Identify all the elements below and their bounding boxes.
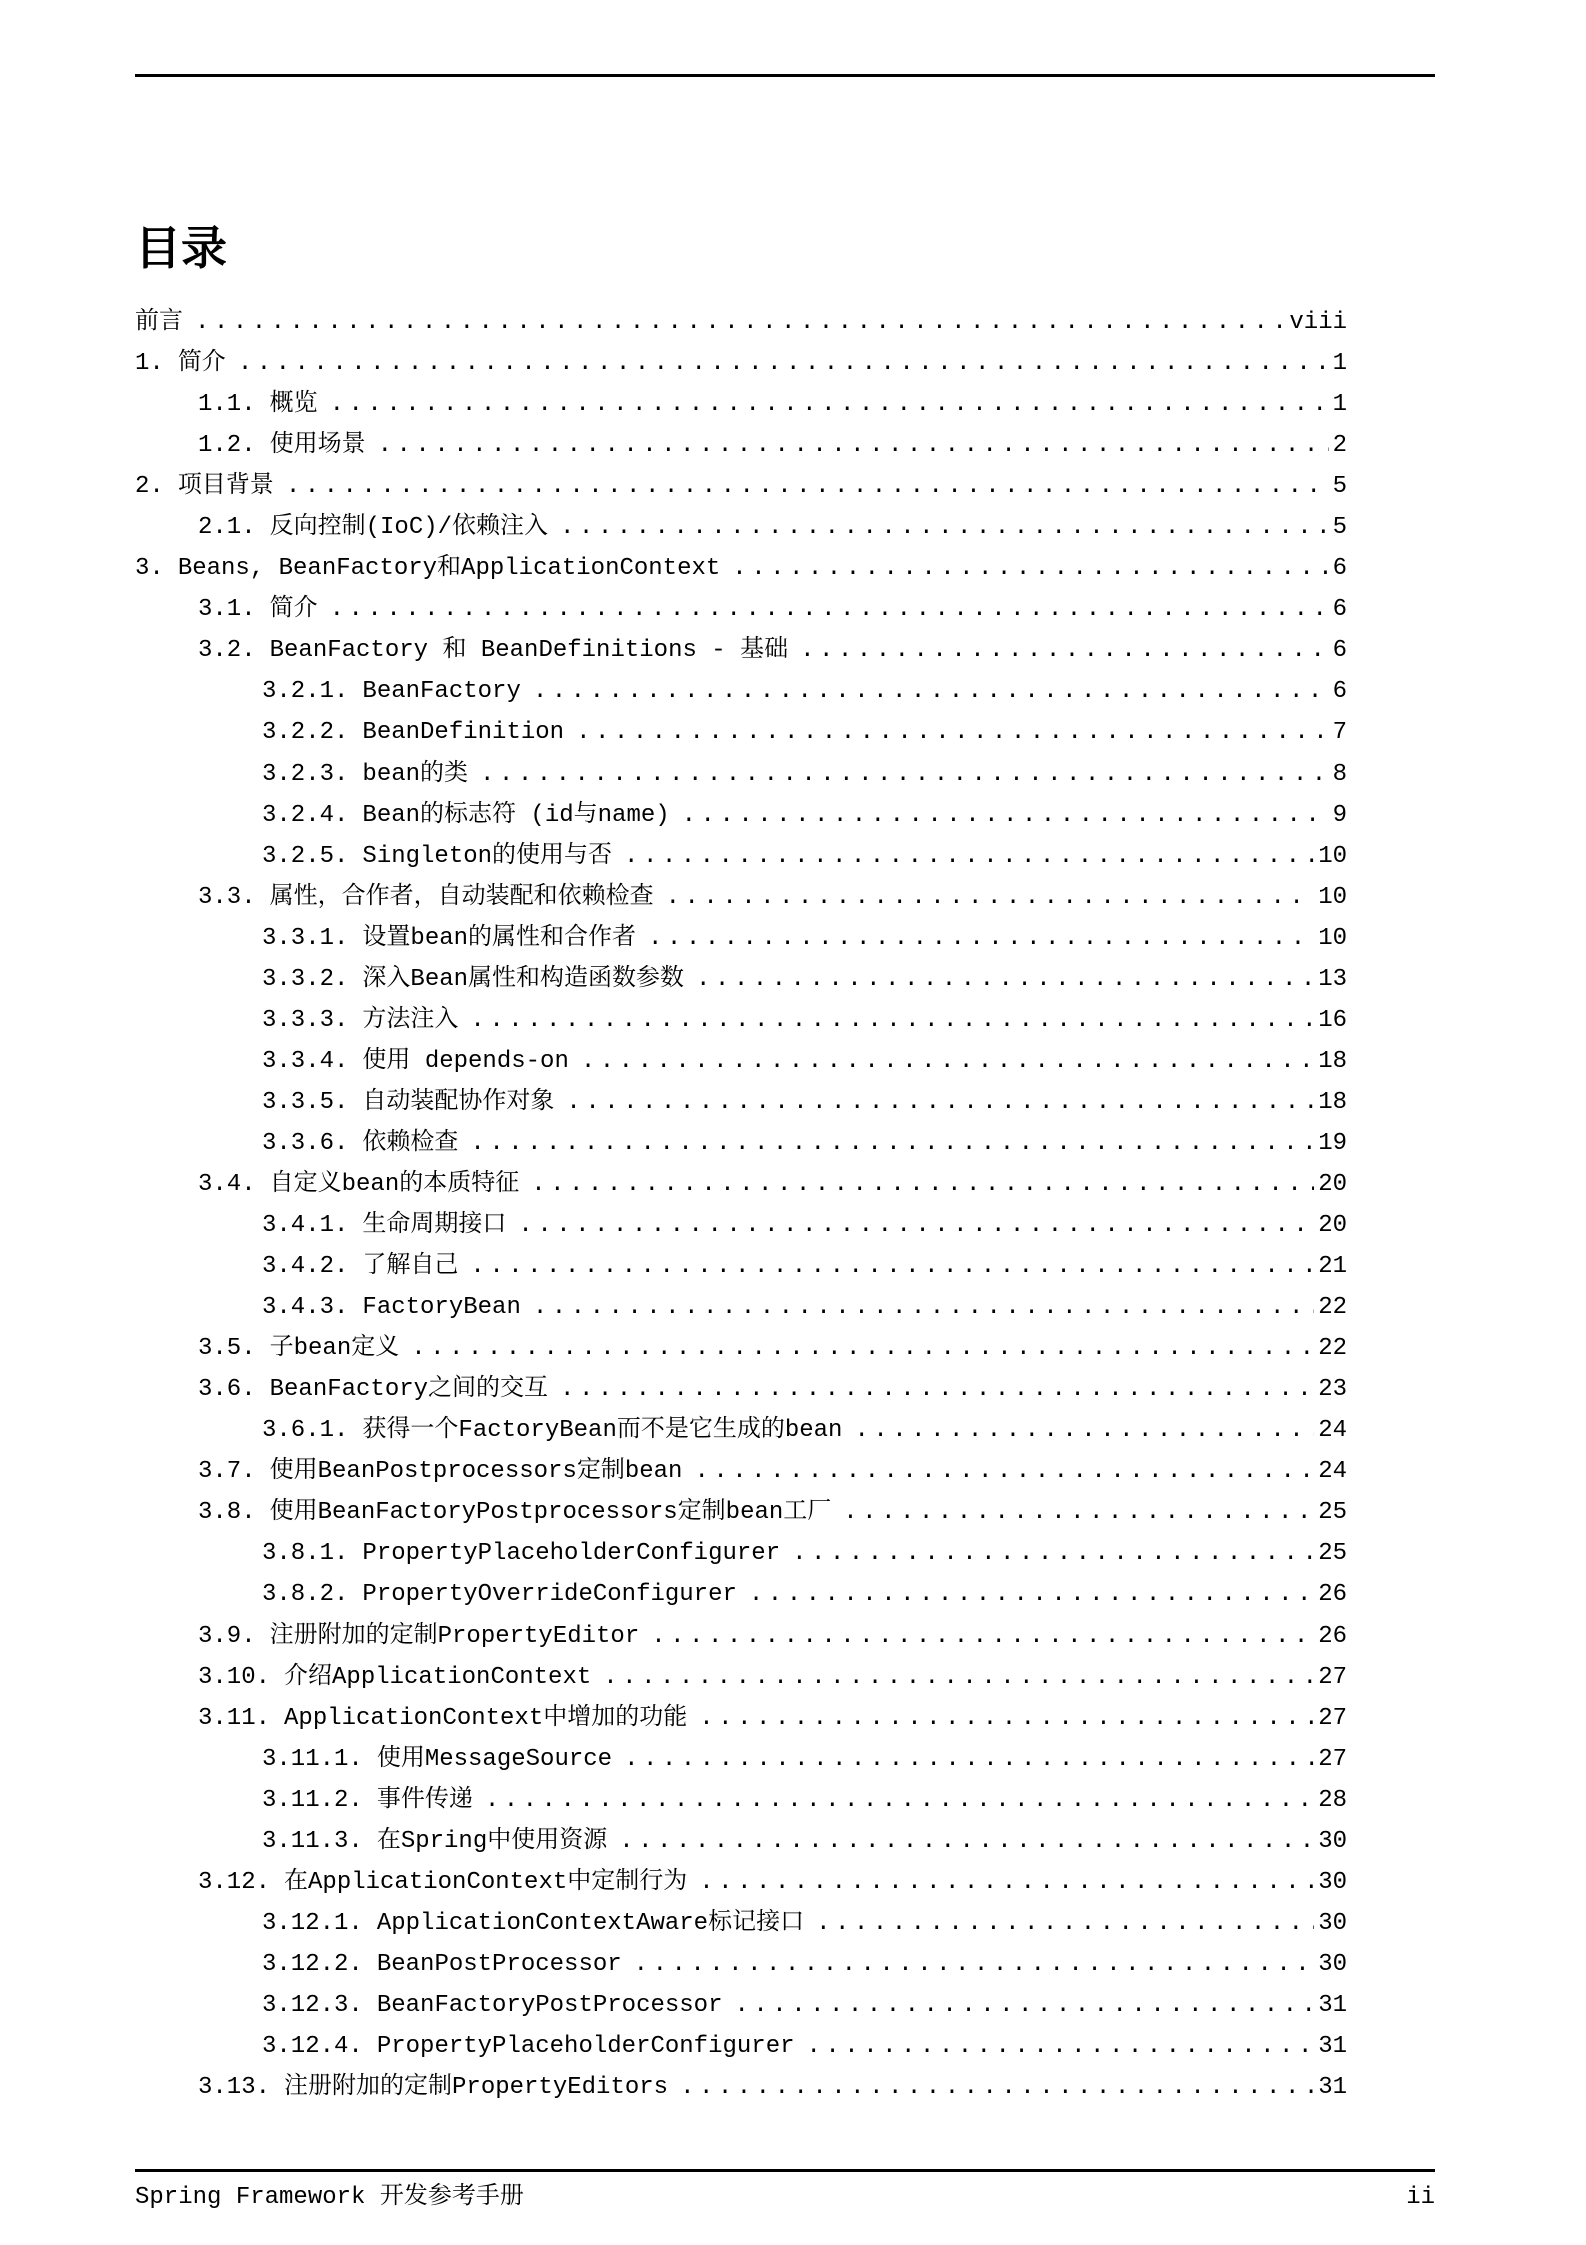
toc-dot-leader: [603, 1657, 1314, 1698]
toc-entry-title: PropertyOverrideConfigurer: [362, 1581, 737, 1609]
toc-entry-link[interactable]: [262, 1246, 1347, 1287]
toc-entry[interactable]: [135, 754, 1347, 795]
toc-dot-leader: [694, 1451, 1314, 1492]
toc-entry-page: 19: [1318, 1129, 1347, 1157]
toc-entry-title: 获得一个FactoryBean而不是它生成的bean: [362, 1417, 843, 1445]
toc-entry-page: 10: [1318, 842, 1347, 870]
toc-entry-link[interactable]: [262, 1985, 1347, 2026]
toc-entry-title: 自动装配协作对象: [362, 1088, 555, 1116]
toc-entry-title: 依赖检查: [362, 1129, 459, 1157]
toc-dot-leader: [581, 1041, 1314, 1082]
toc-entry[interactable]: [135, 1492, 1347, 1533]
toc-entry-page: 28: [1318, 1786, 1347, 1814]
toc-entry-page: 31: [1318, 2032, 1347, 2060]
toc-entry-page: 23: [1318, 1376, 1347, 1404]
toc-entry-page: 20: [1318, 1212, 1347, 1240]
table-of-contents: [135, 302, 1347, 2108]
toc-entry-link[interactable]: [198, 1328, 1347, 1369]
toc-entry-title: 在Spring中使用资源: [376, 1827, 608, 1855]
toc-entry-number: 3.3.: [198, 883, 256, 911]
toc-entry-link[interactable]: [262, 836, 1347, 877]
toc-entry-link[interactable]: [198, 1492, 1347, 1533]
toc-entry-page: 27: [1318, 1704, 1347, 1732]
toc-entry-title: BeanFactory: [362, 678, 521, 706]
toc-entry-number: 3.4.2.: [262, 1253, 349, 1281]
toc-entry[interactable]: [135, 1041, 1347, 1082]
toc-dot-leader: [624, 836, 1314, 877]
toc-dot-leader: [682, 795, 1329, 836]
toc-entry-title: FactoryBean: [362, 1294, 521, 1322]
toc-entry[interactable]: [135, 836, 1347, 877]
toc-entry-page: 22: [1318, 1294, 1347, 1322]
toc-dot-leader: [330, 384, 1329, 425]
toc-entry[interactable]: [135, 466, 1347, 507]
toc-entry-page: 24: [1318, 1458, 1347, 1486]
toc-dot-leader: [699, 1698, 1314, 1739]
toc-entry-link[interactable]: [262, 1041, 1347, 1082]
toc-dot-leader: [378, 425, 1329, 466]
toc-entry-link[interactable]: [262, 1533, 1347, 1574]
toc-entry-title: 前言: [135, 309, 183, 336]
toc-entry-page: 6: [1332, 678, 1347, 706]
toc-entry-link[interactable]: [262, 1287, 1347, 1328]
toc-entry-page: 7: [1332, 719, 1347, 747]
toc-entry-page: 16: [1318, 1006, 1347, 1034]
toc-entry-page: 30: [1318, 1868, 1347, 1896]
toc-entry-number: 1.: [135, 350, 164, 378]
toc-entry-title: 简介: [269, 596, 318, 624]
toc-entry-link[interactable]: [262, 712, 1347, 753]
toc-entry-page: 27: [1318, 1663, 1347, 1691]
toc-entry[interactable]: [135, 589, 1347, 630]
toc-entry-link[interactable]: [135, 343, 1347, 384]
toc-dot-leader: [816, 1903, 1314, 1944]
toc-entry[interactable]: [135, 712, 1347, 753]
toc-entry[interactable]: [135, 1657, 1347, 1698]
toc-entry-page: 13: [1318, 965, 1347, 993]
toc-entry-page: 30: [1318, 1827, 1347, 1855]
toc-entry-page: 8: [1332, 760, 1347, 788]
toc-entry-link[interactable]: [262, 1780, 1347, 1821]
toc-entry-title: ApplicationContextAware标记接口: [376, 1909, 805, 1937]
toc-dot-leader: [634, 1944, 1315, 1985]
toc-entry-title: BeanDefinition: [362, 719, 565, 747]
toc-dot-leader: [854, 1410, 1314, 1451]
toc-dot-leader: [651, 1616, 1314, 1657]
toc-entry-title: 介绍ApplicationContext: [284, 1663, 592, 1691]
toc-entry-title: BeanFactory之间的交互: [269, 1376, 549, 1404]
toc-dot-leader: [531, 1164, 1314, 1205]
toc-entry-number: 3.2.: [198, 637, 256, 665]
toc-entry-title: 简介: [177, 350, 226, 378]
toc-entry-number: 3.4.3.: [262, 1294, 349, 1322]
toc-dot-leader: [533, 1287, 1314, 1328]
toc-dot-leader: [470, 1000, 1314, 1041]
toc-dot-leader: [624, 1739, 1314, 1780]
toc-entry-page: 26: [1318, 1581, 1347, 1609]
toc-entry[interactable]: [135, 1616, 1347, 1657]
toc-dot-leader: [560, 1369, 1314, 1410]
toc-entry-page: 5: [1332, 514, 1347, 542]
toc-entry[interactable]: [135, 1944, 1347, 1985]
toc-entry[interactable]: [135, 1780, 1347, 1821]
toc-entry-link[interactable]: [198, 630, 1347, 671]
toc-entry-number: 3.12.1.: [262, 1909, 363, 1937]
toc-entry[interactable]: [135, 2067, 1347, 2108]
toc-entry-page: 18: [1318, 1088, 1347, 1116]
toc-entry-number: 3.12.3.: [262, 1991, 363, 2019]
toc-dot-leader: [560, 507, 1329, 548]
toc-entry-number: 3.3.3.: [262, 1006, 349, 1034]
toc-entry-link[interactable]: [198, 1616, 1347, 1657]
toc-entry-number: 3.9.: [198, 1622, 256, 1650]
toc-dot-leader: [807, 2026, 1315, 2067]
toc-entry-number: 3.8.1.: [262, 1540, 349, 1568]
toc-entry-number: 3.3.4.: [262, 1047, 349, 1075]
toc-entry[interactable]: [135, 1574, 1347, 1615]
toc-entry-number: 3.2.2.: [262, 719, 349, 747]
footer-page-number: ii: [1406, 2184, 1435, 2211]
toc-entry[interactable]: [135, 1821, 1347, 1862]
toc-dot-leader: [330, 589, 1329, 630]
toc-entry-link[interactable]: [198, 1862, 1347, 1903]
toc-entry-page: 9: [1332, 801, 1347, 829]
toc-entry-title: Beans, BeanFactory和ApplicationContext: [177, 555, 721, 583]
toc-entry[interactable]: [135, 630, 1347, 671]
toc-entry-title: 概览: [269, 391, 318, 419]
toc-entry[interactable]: [135, 1533, 1347, 1574]
toc-entry-number: 3.11.2.: [262, 1786, 363, 1814]
toc-entry-link[interactable]: [262, 1944, 1347, 1985]
toc-entry-link[interactable]: [262, 1821, 1347, 1862]
toc-entry-page: 25: [1318, 1499, 1347, 1527]
toc-entry[interactable]: [135, 1451, 1347, 1492]
toc-entry-number: 3.8.: [198, 1499, 256, 1527]
toc-entry[interactable]: [135, 795, 1347, 836]
toc-entry-link[interactable]: [262, 1000, 1347, 1041]
toc-entry-link[interactable]: [198, 877, 1347, 918]
toc-entry-number: 3.11.1.: [262, 1745, 363, 1773]
toc-entry-number: 3.4.1.: [262, 1212, 349, 1240]
toc-entry[interactable]: [135, 671, 1347, 712]
toc-entry-page: 22: [1318, 1335, 1347, 1363]
toc-dot-leader: [666, 877, 1315, 918]
toc-entry-title: 使用 depends-on: [362, 1047, 569, 1075]
toc-entry[interactable]: [135, 2026, 1347, 2067]
toc-entry[interactable]: [135, 1000, 1347, 1041]
toc-entry-link[interactable]: [262, 1574, 1347, 1615]
toc-entry-title: 生命周期接口: [362, 1212, 507, 1240]
toc-dot-leader: [238, 343, 1329, 384]
page-title: 目录: [135, 221, 227, 275]
toc-entry[interactable]: [135, 1082, 1347, 1123]
toc-dot-leader: [843, 1492, 1314, 1533]
toc-entry-title: BeanFactory 和 BeanDefinitions - 基础: [269, 637, 789, 665]
toc-entry-title: 注册附加的定制PropertyEditors: [284, 2074, 669, 2102]
toc-entry-title: 在ApplicationContext中定制行为: [284, 1868, 688, 1896]
toc-dot-leader: [566, 1082, 1314, 1123]
toc-entry-title: 使用场景: [269, 432, 366, 460]
toc-entry-link[interactable]: [198, 1164, 1347, 1205]
toc-entry-number: 3.2.5.: [262, 842, 349, 870]
footer-rule: [135, 2169, 1435, 2172]
toc-entry-link[interactable]: [198, 1451, 1347, 1492]
toc-entry-page: 5: [1332, 473, 1347, 501]
toc-entry-page: 25: [1318, 1540, 1347, 1568]
toc-dot-leader: [518, 1205, 1314, 1246]
toc-entry[interactable]: [135, 384, 1347, 425]
toc-dot-leader: [800, 630, 1329, 671]
header-rule: [135, 74, 1435, 77]
toc-entry-title: BeanFactoryPostProcessor: [376, 1991, 723, 2019]
toc-dot-leader: [648, 918, 1314, 959]
toc-entry-number: 3.6.: [198, 1376, 256, 1404]
toc-entry-title: 属性，合作者，自动装配和依赖检查: [269, 883, 654, 911]
toc-entry-number: 3.2.4.: [262, 801, 349, 829]
toc-entry-link[interactable]: [262, 2026, 1347, 2067]
toc-entry-link[interactable]: [262, 918, 1347, 959]
toc-entry-title: 自定义bean的本质特征: [269, 1170, 520, 1198]
toc-entry-number: 3.3.5.: [262, 1088, 349, 1116]
toc-entry-link[interactable]: [198, 507, 1347, 548]
toc-entry-number: 3.3.2.: [262, 965, 349, 993]
toc-dot-leader: [411, 1328, 1314, 1369]
toc-entry-number: 1.1.: [198, 391, 256, 419]
toc-entry[interactable]: [135, 959, 1347, 1000]
toc-entry-link[interactable]: [135, 466, 1347, 507]
toc-entry-number: 1.2.: [198, 432, 256, 460]
toc-entry[interactable]: [135, 877, 1347, 918]
toc-entry-title: 使用BeanFactoryPostprocessors定制bean工厂: [269, 1499, 832, 1527]
toc-dot-leader: [470, 1123, 1314, 1164]
toc-entry[interactable]: [135, 425, 1347, 466]
toc-entry[interactable]: [135, 1123, 1347, 1164]
toc-entry-page: 27: [1318, 1745, 1347, 1773]
toc-entry[interactable]: [135, 1410, 1347, 1451]
toc-entry-number: 3.11.3.: [262, 1827, 363, 1855]
toc-entry-page: 10: [1318, 883, 1347, 911]
toc-entry-title: 使用BeanPostprocessors定制bean: [269, 1458, 683, 1486]
toc-entry-number: 3.3.6.: [262, 1129, 349, 1157]
toc-entry-title: 深入Bean属性和构造函数参数: [362, 965, 685, 993]
toc-entry-page: 6: [1332, 555, 1347, 583]
toc-entry[interactable]: [135, 1287, 1347, 1328]
toc-entry-page: 30: [1318, 1950, 1347, 1978]
toc-entry-title: 子bean定义: [269, 1335, 400, 1363]
toc-entry-title: 反向控制(IoC)/依赖注入: [269, 514, 549, 542]
toc-entry-number: 3.8.2.: [262, 1581, 349, 1609]
toc-entry-page: 10: [1318, 924, 1347, 952]
toc-entry-title: bean的类: [362, 760, 469, 788]
toc-entry-page: 2: [1332, 432, 1347, 460]
toc-entry-number: 3.10.: [198, 1663, 271, 1691]
toc-dot-leader: [485, 1780, 1314, 1821]
toc-entry-link[interactable]: [262, 1739, 1347, 1780]
toc-entry-page: 21: [1318, 1253, 1347, 1281]
toc-entry-title: ApplicationContext中增加的功能: [284, 1704, 688, 1732]
toc-dot-leader: [619, 1821, 1314, 1862]
toc-entry[interactable]: [135, 1205, 1347, 1246]
toc-dot-leader: [699, 1862, 1314, 1903]
toc-entry[interactable]: [135, 1862, 1347, 1903]
toc-entry-number: 3.: [135, 555, 164, 583]
toc-entry-link[interactable]: [198, 425, 1347, 466]
toc-entry-link[interactable]: [262, 959, 1347, 1000]
toc-entry-link[interactable]: [262, 1082, 1347, 1123]
toc-dot-leader: [732, 548, 1328, 589]
toc-entry-title: Bean的标志符 (id与name): [362, 801, 670, 829]
toc-dot-leader: [480, 754, 1329, 795]
toc-dot-leader: [576, 712, 1329, 753]
toc-entry-number: 2.1.: [198, 514, 256, 542]
toc-entry[interactable]: [135, 1698, 1347, 1739]
toc-entry-link[interactable]: [262, 1123, 1347, 1164]
toc-dot-leader: [792, 1533, 1314, 1574]
toc-entry-number: 3.12.2.: [262, 1950, 363, 1978]
toc-entry-link[interactable]: [198, 384, 1347, 425]
toc-entry-number: 3.12.: [198, 1868, 271, 1896]
toc-entry[interactable]: [135, 1328, 1347, 1369]
toc-entry-title: PropertyPlaceholderConfigurer: [376, 2032, 795, 2060]
toc-entry-title: 事件传递: [376, 1786, 473, 1814]
toc-dot-leader: [696, 959, 1314, 1000]
toc-entry-number: 3.2.1.: [262, 678, 349, 706]
toc-entry-link[interactable]: [262, 1903, 1347, 1944]
toc-entry-number: 3.13.: [198, 2074, 271, 2102]
toc-entry[interactable]: [135, 548, 1347, 589]
toc-entry-link[interactable]: [198, 1657, 1347, 1698]
toc-entry-title: 注册附加的定制PropertyEditor: [269, 1622, 640, 1650]
toc-entry-page: 1: [1332, 391, 1347, 419]
toc-dot-leader: [734, 1985, 1314, 2026]
toc-entry-title: BeanPostProcessor: [376, 1950, 622, 1978]
toc-entry-title: Singleton的使用与否: [362, 842, 613, 870]
toc-entry-title: PropertyPlaceholderConfigurer: [362, 1540, 781, 1568]
toc-entry[interactable]: [135, 1903, 1347, 1944]
toc-entry-link[interactable]: [198, 2067, 1347, 2108]
toc-entry-page: 6: [1332, 637, 1347, 665]
toc-entry[interactable]: [135, 1739, 1347, 1780]
toc-entry-number: 3.7.: [198, 1458, 256, 1486]
toc-entry-link[interactable]: [262, 754, 1347, 795]
toc-entry-page: 18: [1318, 1047, 1347, 1075]
toc-dot-leader: [680, 2067, 1314, 2108]
toc-entry-title: 项目背景: [177, 473, 274, 501]
toc-entry-number: 2.: [135, 473, 164, 501]
toc-entry-number: 3.2.3.: [262, 760, 349, 788]
toc-entry-number: 3.4.: [198, 1170, 256, 1198]
toc-entry-number: 3.12.4.: [262, 2032, 363, 2060]
toc-entry-page: 1: [1332, 350, 1347, 378]
toc-entry-number: 3.3.1.: [262, 924, 349, 952]
toc-entry-number: 3.6.1.: [262, 1417, 349, 1445]
toc-entry[interactable]: [135, 1164, 1347, 1205]
toc-entry[interactable]: [135, 1246, 1347, 1287]
toc-entry-page: 30: [1318, 1909, 1347, 1937]
page-footer: [135, 2180, 1435, 2216]
toc-entry-number: 3.11.: [198, 1704, 271, 1732]
toc-entry-title: 使用MessageSource: [376, 1745, 613, 1773]
toc-entry-link[interactable]: [262, 795, 1347, 836]
toc-dot-leader: [749, 1574, 1314, 1615]
toc-entry-title: 了解自己: [362, 1253, 459, 1281]
toc-dot-leader: [470, 1246, 1314, 1287]
toc-entry-page: 20: [1318, 1170, 1347, 1198]
toc-entry-number: 3.5.: [198, 1335, 256, 1363]
toc-entry-page: 31: [1318, 2074, 1347, 2102]
toc-entry-title: 方法注入: [362, 1006, 459, 1034]
toc-entry-link[interactable]: [198, 589, 1347, 630]
toc-entry-link[interactable]: [262, 1410, 1347, 1451]
toc-entry-link[interactable]: [262, 671, 1347, 712]
toc-dot-leader: [533, 671, 1329, 712]
toc-dot-leader: [286, 466, 1329, 507]
toc-entry-page: 31: [1318, 1991, 1347, 2019]
toc-entry[interactable]: [135, 302, 1347, 343]
toc-entry[interactable]: [135, 918, 1347, 959]
toc-entry-page: 6: [1332, 596, 1347, 624]
toc-entry-link[interactable]: [198, 1369, 1347, 1410]
toc-entry[interactable]: [135, 1369, 1347, 1410]
toc-entry-number: 3.1.: [198, 596, 256, 624]
toc-entry-title: 设置bean的属性和合作者: [362, 924, 637, 952]
toc-entry-link[interactable]: [135, 302, 1347, 343]
toc-entry-link[interactable]: [135, 548, 1347, 589]
toc-entry-page: 26: [1318, 1622, 1347, 1650]
toc-dot-leader: [195, 302, 1285, 343]
toc-entry[interactable]: [135, 507, 1347, 548]
toc-entry-link[interactable]: [198, 1698, 1347, 1739]
toc-entry[interactable]: [135, 343, 1347, 384]
toc-entry-page: 24: [1318, 1417, 1347, 1445]
toc-entry[interactable]: [135, 1985, 1347, 2026]
toc-entry-link[interactable]: [262, 1205, 1347, 1246]
footer-book-title: Spring Framework 开发参考手册: [135, 2184, 524, 2211]
toc-entry-page: viii: [1289, 309, 1347, 336]
